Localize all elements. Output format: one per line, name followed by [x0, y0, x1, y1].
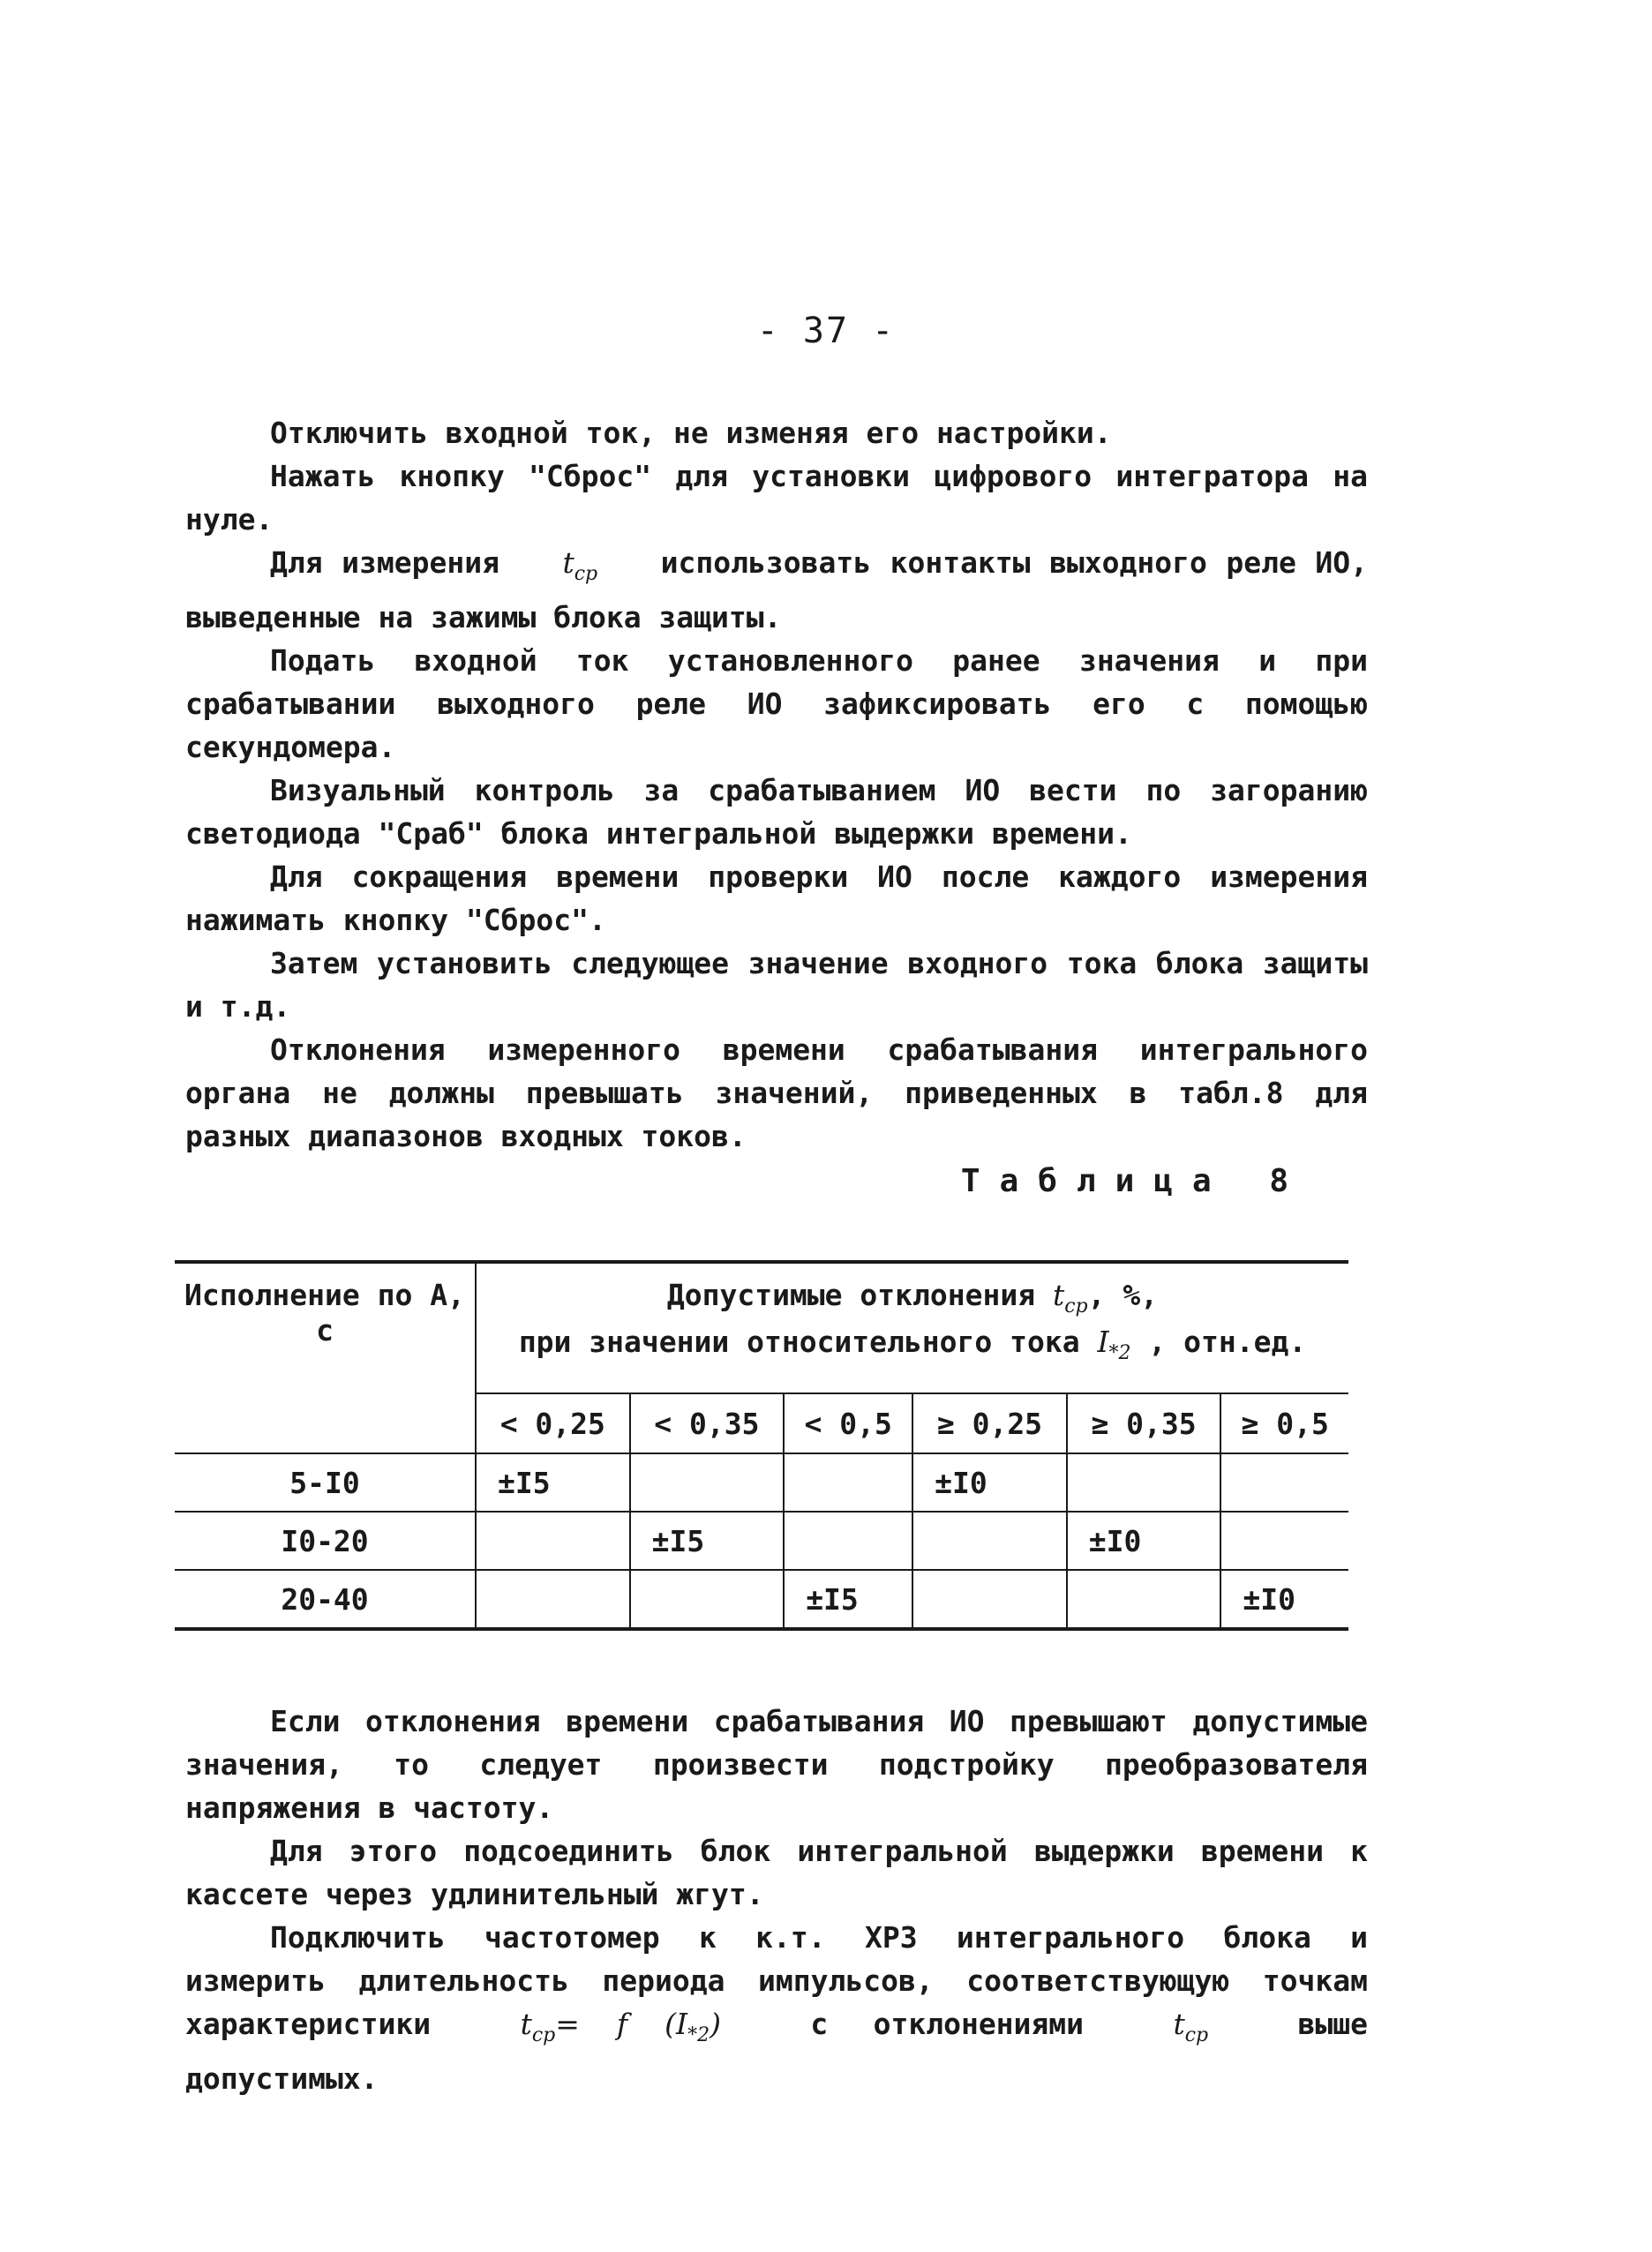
table-cell: [476, 1570, 630, 1629]
table-caption: Таблица 8: [960, 1163, 1308, 1199]
time-symbol-subscript: ср: [1184, 2024, 1209, 2046]
header-text: при значении относительного тока: [518, 1325, 1080, 1359]
bottom-text-block: [185, 1700, 1368, 2100]
current-symbol-subscript: *2: [1108, 1342, 1131, 1364]
table-header-group: [476, 1262, 1348, 1393]
table-cell: [912, 1570, 1067, 1629]
paragraph-text: Подключить частотомер к к.т. ХРЗ интегрального блока и измерить длительность периода импульсов, соответствующую точкам характеристики: [185, 1920, 1368, 2041]
paragraph: Для сокращения времени проверки ИО после каждого измерения нажимать кнопку "Сброс".: [185, 860, 1368, 937]
paragraph: Визуальный контроль за срабатыванием ИО вести по загоранию светодиода "Сраб" блока интегральной выдержки времени.: [185, 773, 1368, 851]
table-subheader: < 0,25: [476, 1393, 630, 1453]
table-subheader: ≥ 0,35: [1067, 1393, 1221, 1453]
table-row: [175, 1512, 1348, 1570]
table-header-execution: Исполнение по А, с: [175, 1262, 476, 1453]
paragraph: Отклонения измеренного времени срабатывания интегрального органа не должны превышать значений, приведенных в табл.8 для разных диапазонов входных токов.: [185, 1032, 1368, 1153]
formula-symbol: t: [520, 2007, 532, 2041]
table-cell: ±I0: [1067, 1512, 1221, 1570]
table-row-label: 5-I0: [175, 1453, 476, 1512]
table-cell: [476, 1512, 630, 1570]
paragraph: Если отклонения времени срабатывания ИО превышают допустимые значения, то следует произвести подстройку преобразователя напряжения в частоту.: [185, 1704, 1368, 1825]
paragraph-text: выше допустимых.: [185, 2007, 1368, 2096]
header-text: Допустимые отклонения: [666, 1278, 1036, 1312]
header-text: , отн.ед.: [1148, 1325, 1307, 1359]
table-cell: [630, 1453, 785, 1512]
paragraph-text: Для измерения: [270, 545, 499, 580]
paragraph: Нажать кнопку "Сброс" для установки цифрового интегратора на нуле.: [185, 459, 1368, 537]
table-row-label: 20-40: [175, 1570, 476, 1629]
current-symbol: I: [1097, 1325, 1109, 1359]
paragraph-text: с отклонениями: [810, 2007, 1085, 2041]
table-cell: [1220, 1453, 1348, 1512]
tolerance-table: [175, 1260, 1348, 1631]
table-cell: ±I5: [784, 1570, 912, 1629]
paragraph: Отключить входной ток, не изменяя его настройки.: [270, 416, 1112, 450]
table-cell: ±I5: [476, 1453, 630, 1512]
paragraph: Подать входной ток установленного ранее значения и при срабатывании выходного реле ИО зафиксировать его с помощью секундомера.: [185, 643, 1368, 764]
table-cell: ±I5: [630, 1512, 785, 1570]
paragraph: [185, 1916, 1368, 2100]
table-subheader: < 0,5: [784, 1393, 912, 1453]
time-symbol: t: [1173, 2007, 1185, 2041]
table-subheader: ≥ 0,25: [912, 1393, 1067, 1453]
paragraph: Для этого подсоединить блок интегральной выдержки времени к кассете через удлинительный жгут.: [185, 1834, 1368, 1911]
table-cell: [1067, 1453, 1221, 1512]
table-cell: [1220, 1512, 1348, 1570]
table-row: [175, 1570, 1348, 1629]
table-row-label: I0-20: [175, 1512, 476, 1570]
page-number: - 37 -: [756, 311, 896, 351]
formula-body: = f (I: [555, 2007, 688, 2041]
top-text-block: [185, 411, 1368, 1158]
table-cell: [630, 1570, 785, 1629]
formula-subscript: ср: [531, 2024, 556, 2046]
time-symbol: t: [1052, 1278, 1065, 1312]
time-symbol-subscript: ср: [1064, 1295, 1088, 1317]
table-subheader: < 0,35: [630, 1393, 785, 1453]
paragraph: [185, 541, 1368, 639]
paragraph: Затем установить следующее значение входного тока блока защиты и т.д.: [185, 946, 1368, 1024]
table-cell: [784, 1453, 912, 1512]
table-cell: ±I0: [912, 1453, 1067, 1512]
table-cell: [1067, 1570, 1221, 1629]
time-symbol: t: [562, 545, 574, 580]
table-subheader: ≥ 0,5: [1220, 1393, 1348, 1453]
paragraph-text: использовать контакты выходного реле ИО, выведенные на зажимы блока защиты.: [185, 545, 1368, 634]
table-cell: [784, 1512, 912, 1570]
table-cell: ±I0: [1220, 1570, 1348, 1629]
time-symbol-subscript: ср: [574, 563, 598, 585]
table-row: [175, 1453, 1348, 1512]
formula-arg-subscript: *2: [687, 2024, 710, 2046]
formula-close: ): [710, 2007, 721, 2041]
table-cell: [912, 1512, 1067, 1570]
header-text: , %,: [1087, 1278, 1159, 1312]
